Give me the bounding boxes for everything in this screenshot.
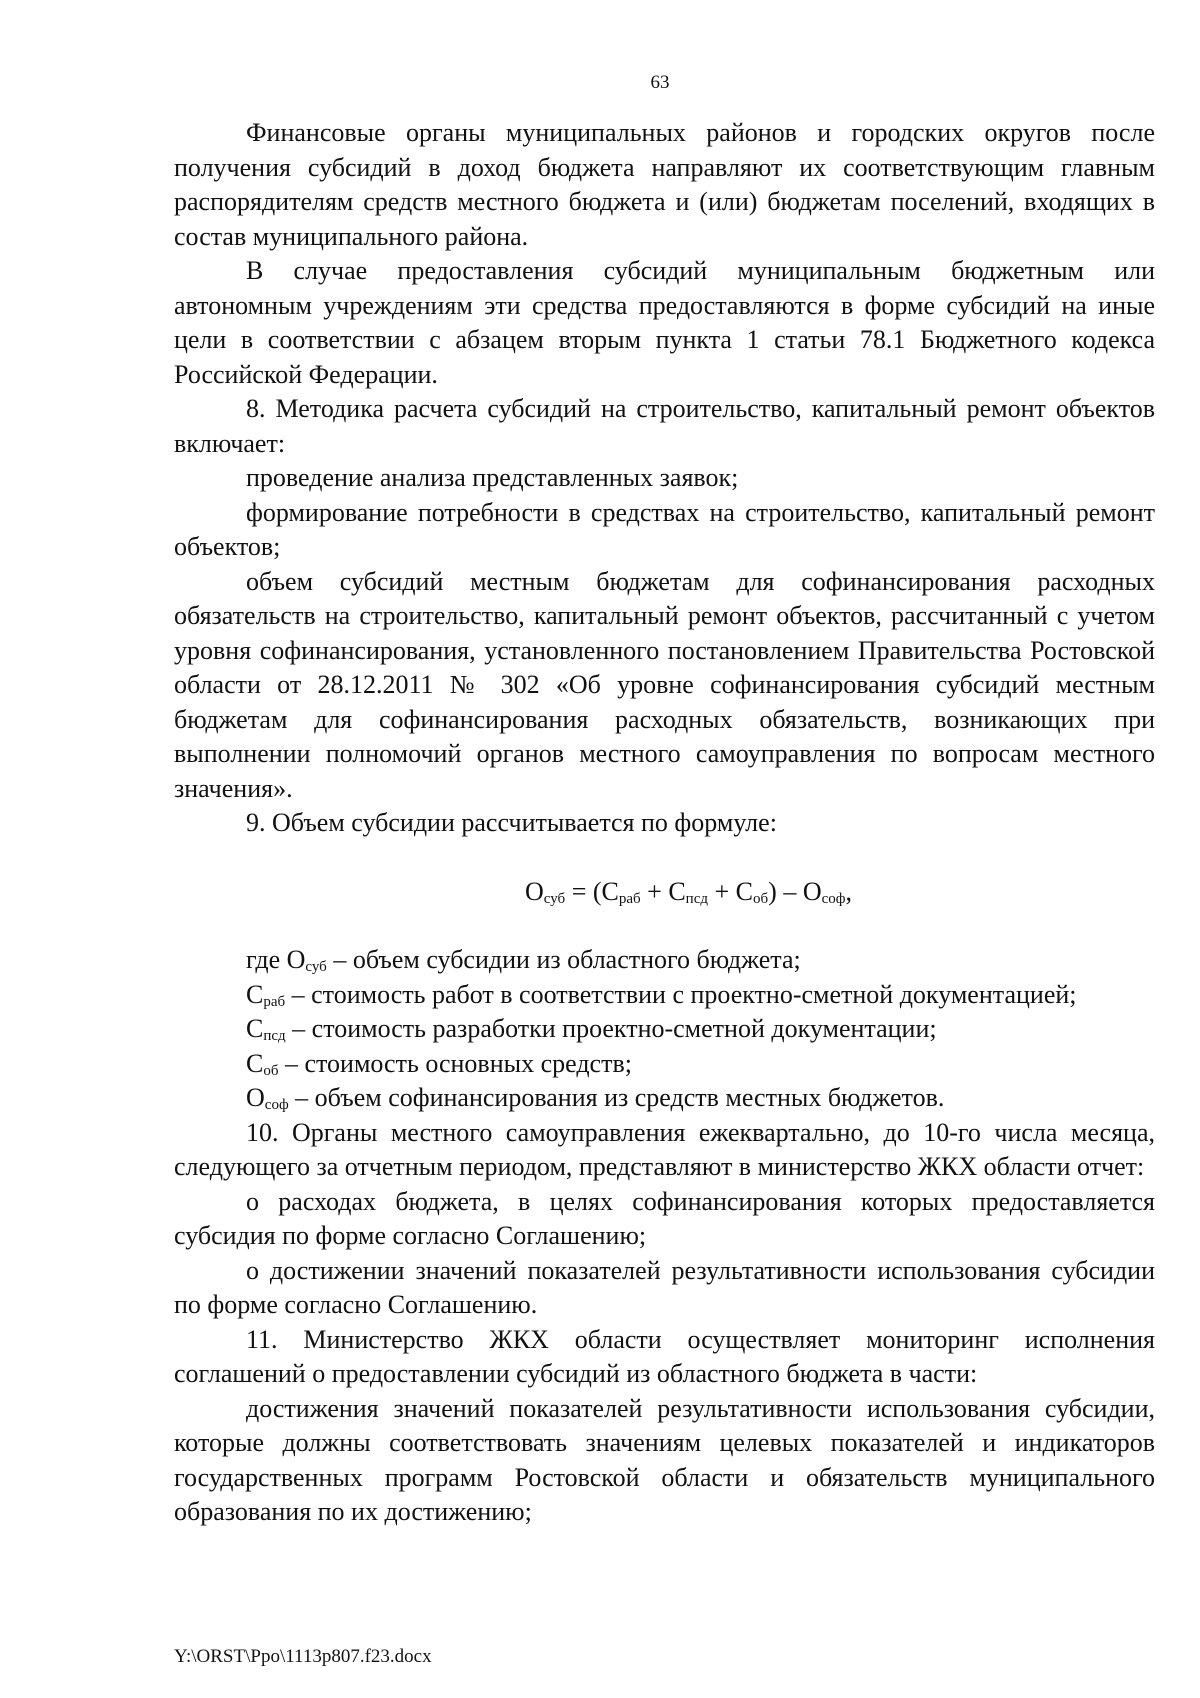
formula-end: , [845,876,852,906]
definition-1-sub: суб [305,959,327,975]
formula-plus-1: + С [640,876,686,906]
paragraph-item-10: 10. Органы местного самоуправления ежеквартально, до 10-го числа месяца, следующего за отчетным периодом, представляют в министерство ЖКХ области отчет: [174,1117,1155,1181]
definition-1-text: – объем субсидии из областного бюджета; [326,945,801,974]
definition-2-sub: раб [263,993,286,1010]
subsidy-formula [174,875,1155,910]
paragraph-needs: формирование потребности в средствах на строительство, капитальный ремонт объектов; [174,497,1155,561]
formula-sub-sub: суб [543,890,566,907]
formula-sub-rab: раб [618,890,641,907]
formula-sub-sof: соф [821,890,846,907]
paragraph-item-8: 8. Методика расчета субсидий на строительство, капитальный ремонт объектов включает: [174,394,1155,458]
definition-3-symbol: С [246,1014,264,1043]
document-body [174,116,1155,1530]
definition-c-ob [174,1047,1155,1082]
definition-c-psd [174,1012,1155,1047]
definition-o-sof [174,1081,1155,1116]
paragraph-item-9: 9. Объем субсидии рассчитывается по формуле: [246,808,777,837]
paragraph-item-11: 11. Министерство ЖКХ области осуществляет мониторинг исполнения соглашений о предоставлении субсидий из областного бюджета в части: [174,1324,1155,1388]
definition-4-symbol: С [246,1048,264,1078]
definition-3-sub: псд [263,1028,286,1044]
formula-eq-open: = (С [565,876,619,906]
definition-o-sub [174,943,1155,978]
definition-4-text: – стоимость основных средств; [278,1048,632,1078]
file-path-footer: Y:\ORST\Ppo\1113p807.f23.docx [174,1646,432,1667]
definition-5-symbol: О [246,1083,265,1112]
paragraph-cofinancing: объем субсидий местным бюджетам для софинансирования расходных обязательств на строительство, капитальный ремонт объектов, рассчитанный с учетом уровня софинансирования, установленного постановлением Правительства Ростовской области от 28.12.2011 № 302 «Об уровне софинансирования субсидий местным бюджетам для софинансирования расходных обязательств, возникающих при выполнении полномочий органов местного самоуправления по вопросам местного значения». [174,566,1155,803]
formula-minus: ) – О [768,876,822,906]
definition-4-sub: об [263,1062,279,1079]
definition-2-symbol: С [246,979,264,1009]
definition-3-text: – стоимость разработки проектно-сметной документации; [285,1014,937,1043]
paragraph-budget-institutions: В случае предоставления субсидий муниципальным бюджетным или автономным учреждениям эти средства предоставляются в форме субсидий на иные цели в соответствии с абзацем вторым пункта 1 статьи 78.1 Бюджетного кодекса Российской Федерации. [174,256,1155,389]
definition-c-rab [174,978,1155,1013]
paragraph-analysis: проведение анализа представленных заявок; [246,463,739,492]
paragraph-financial-bodies: Финансовые органы муниципальных районов и городских округов после получения субсидий в доход бюджета направляют их соответствующим главным распорядителям средств местного бюджета и (или) бюджетам поселений, входящих в состав муниципального района. [174,118,1155,251]
formula-sub-ob: об [753,890,769,907]
page-number: 63 [650,72,670,93]
formula-o: О [525,876,544,906]
definition-5-text: – объем софинансирования из средств местных бюджетов. [288,1083,945,1112]
definition-1-prefix: где О [246,945,306,974]
paragraph-achievement: достижения значений показателей результативности использования субсидии, которые должны соответствовать значениям целевых показателей и индикаторов государственных программ Ростовской области и обязательств муниципального образования по их достижению; [174,1393,1155,1526]
formula-plus-2: + С [708,876,754,906]
definition-2-text: – стоимость работ в соответствии с проектно-сметной документацией; [285,979,1077,1009]
definition-5-sub: соф [264,1097,289,1113]
formula-sub-psd: псд [685,890,708,907]
paragraph-indicators: о достижении значений показателей результативности использования субсидии по форме согласно Соглашению. [174,1255,1155,1319]
paragraph-budget-expenses: о расходах бюджета, в целях софинансирования которых предоставляется субсидия по форме согласно Соглашению; [174,1186,1155,1250]
